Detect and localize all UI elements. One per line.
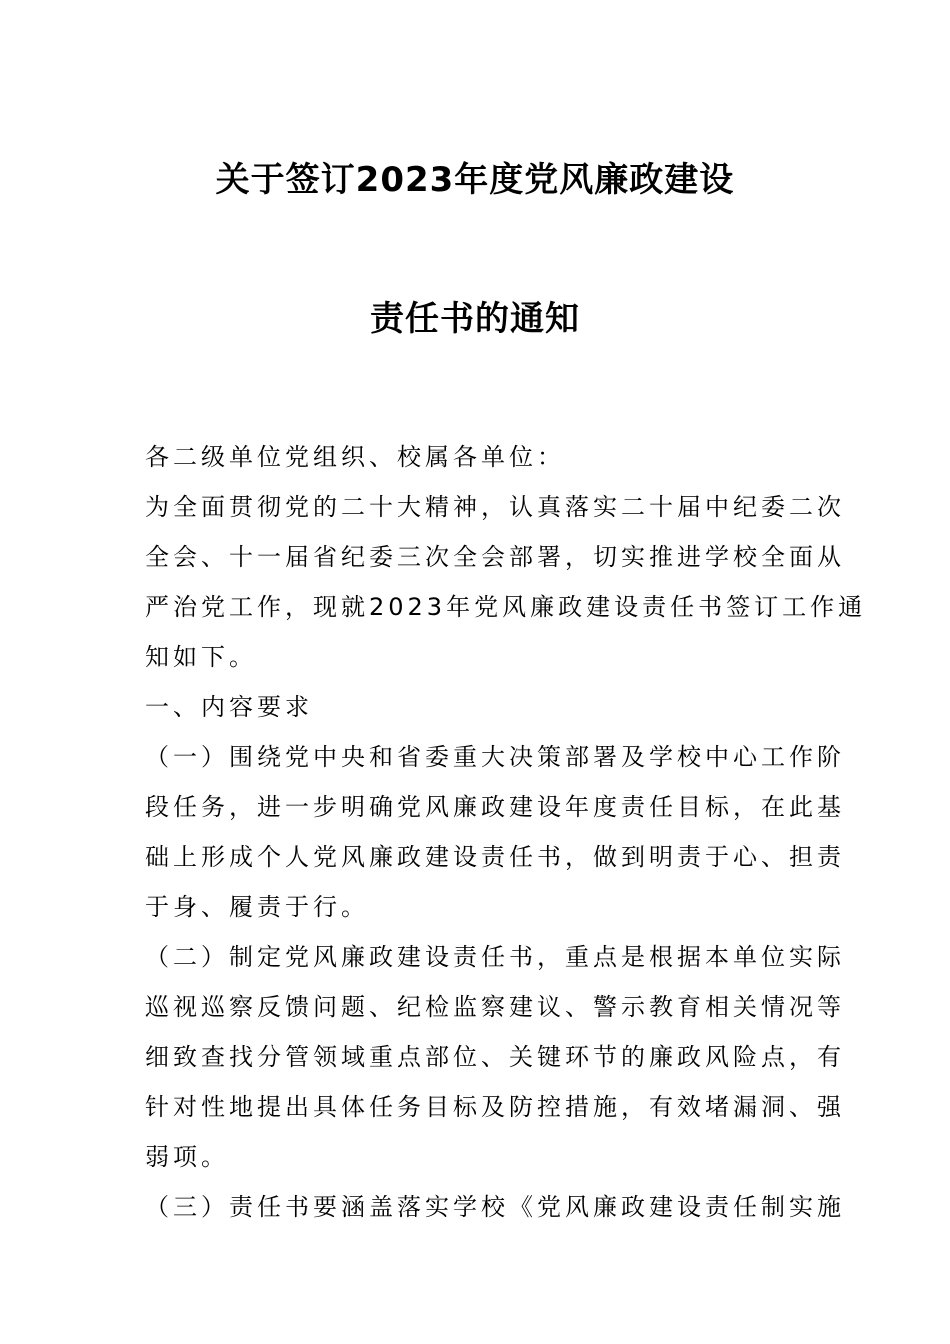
body-line: 为全面贯彻党的二十大精神，认真落实二十届中纪委二次 xyxy=(145,493,845,521)
body-line: 础上形成个人党风廉政建设责任书，做到明责于心、担责 xyxy=(145,843,845,871)
body-line: （一）围绕党中央和省委重大决策部署及学校中心工作阶 xyxy=(145,743,845,771)
body-line: 针对性地提出具体任务目标及防控措施，有效堵漏洞、强 xyxy=(145,1093,845,1121)
body-line: 知如下。 xyxy=(145,643,257,671)
body-line: 巡视巡察反馈问题、纪检监察建议、警示教育相关情况等 xyxy=(145,993,845,1021)
document-title-line-2: 责任书的通知 xyxy=(370,299,580,339)
document-title-line-1: 关于签订2023年度党风廉政建设 xyxy=(215,160,735,200)
body-line: 细致查找分管领域重点部位、关键环节的廉政风险点，有 xyxy=(145,1043,845,1071)
body-line: （三）责任书要涵盖落实学校《党风廉政建设责任制实施 xyxy=(145,1193,845,1221)
body-line: 段任务，进一步明确党风廉政建设年度责任目标，在此基 xyxy=(145,793,845,821)
salutation: 各二级单位党组织、校属各单位： xyxy=(145,443,565,471)
section-heading: 一、内容要求 xyxy=(145,693,313,721)
body-line: 于身、履责于行。 xyxy=(145,893,369,921)
document-body xyxy=(145,432,867,1232)
body-line: 全会、十一届省纪委三次全会部署，切实推进学校全面从 xyxy=(145,543,845,571)
body-line: 弱项。 xyxy=(145,1143,229,1171)
body-line: 严治党工作，现就2023年党风廉政建设责任书签订工作通 xyxy=(145,593,867,621)
body-line: （二）制定党风廉政建设责任书，重点是根据本单位实际 xyxy=(145,943,845,971)
